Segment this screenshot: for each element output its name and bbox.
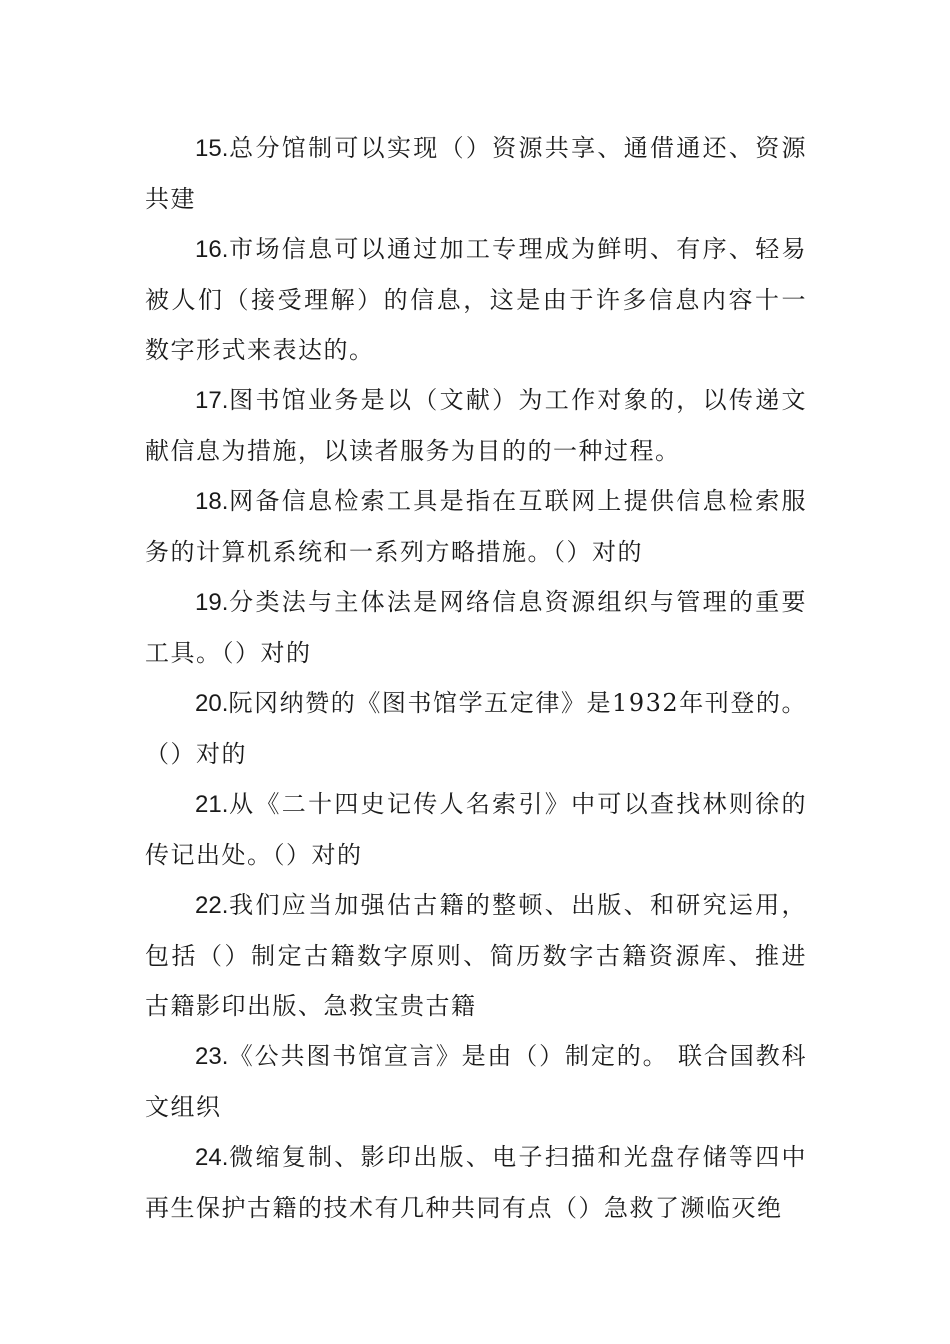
question-number: 15. (195, 135, 229, 162)
question-17 (145, 375, 807, 476)
question-20 (145, 678, 807, 779)
question-18 (145, 476, 807, 577)
question-number: 18. (195, 488, 229, 515)
question-text: 微缩复制、影印出版、电子扫描和光盘存储等四中再生保护古籍的技术有几种共同有点（）急救了濒临灭绝 (145, 1143, 807, 1222)
question-24 (145, 1132, 807, 1233)
question-text: 阮冈纳赞的《图书馆学五定律》是1932年刊登的。（）对的 (145, 689, 807, 768)
question-16 (145, 224, 807, 375)
question-text: 分类法与主体法是网络信息资源组织与管理的重要工具。（）对的 (145, 588, 807, 667)
question-text: 市场信息可以通过加工专理成为鲜明、有序、轻易被人们（接受理解）的信息，这是由于许多信息内容十一数字形式来表达的。 (145, 235, 807, 364)
question-21 (145, 779, 807, 880)
question-text: 我们应当加强估古籍的整顿、出版、和研究运用，包括（）制定古籍数字原则、简历数字古籍资源库、推进古籍影印出版、急救宝贵古籍 (145, 891, 807, 1020)
question-text: 《公共图书馆宣言》是由（）制定的。 联合国教科文组织 (145, 1042, 807, 1121)
question-text: 网备信息检索工具是指在互联网上提供信息检索服务的计算机系统和一系列方略措施。（）对的 (145, 487, 807, 566)
question-number: 24. (195, 1144, 229, 1171)
question-text: 图书馆业务是以（文献）为工作对象的，以传递文献信息为措施，以读者服务为目的的一种过程。 (145, 386, 807, 465)
question-number: 19. (195, 589, 229, 616)
question-number: 20. (195, 690, 229, 717)
question-number: 22. (195, 892, 229, 919)
question-22 (145, 880, 807, 1031)
document-body (145, 123, 807, 1233)
question-number: 16. (195, 236, 229, 263)
question-19 (145, 577, 807, 678)
question-text: 总分馆制可以实现（）资源共享、通借通还、资源共建 (145, 134, 807, 213)
question-number: 21. (195, 791, 229, 818)
question-23 (145, 1031, 807, 1132)
question-15 (145, 123, 807, 224)
question-number: 23. (195, 1043, 229, 1070)
question-number: 17. (195, 387, 229, 414)
question-text: 从《二十四史记传人名索引》中可以查找林则徐的传记出处。（）对的 (145, 790, 807, 869)
